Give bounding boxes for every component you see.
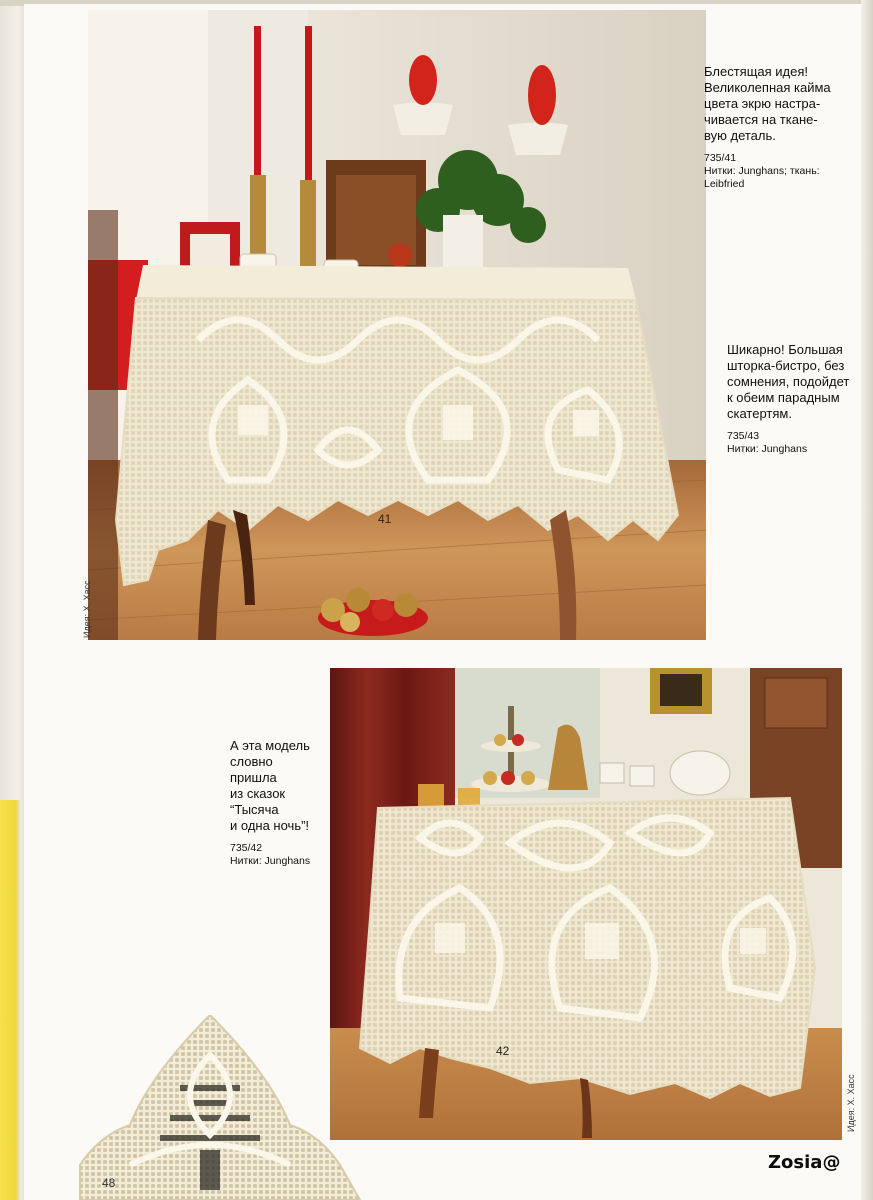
yarn-info: Нитки: Junghans bbox=[230, 855, 311, 867]
lace-detail-illustration bbox=[60, 1015, 380, 1200]
caption-735-41 bbox=[704, 64, 844, 191]
watermark-signature: Zosia@ bbox=[768, 1152, 841, 1173]
figure-number-41: 41 bbox=[378, 512, 392, 526]
photo-tablecloth-42 bbox=[330, 668, 842, 1140]
photo-credit-bottom: Идея: Х. Хасс bbox=[846, 1074, 856, 1132]
photo-tablecloth-41 bbox=[88, 10, 706, 640]
figure-number-42: 42 bbox=[496, 1044, 510, 1058]
photo-41-illustration bbox=[88, 10, 706, 640]
caption-735-42 bbox=[230, 738, 340, 868]
caption-lead-line: цвета экрю настра- bbox=[704, 96, 821, 111]
photo-credit-top: Идея: Х. Хасс bbox=[82, 580, 92, 638]
caption-lead-line: и одна ночь”! bbox=[230, 818, 310, 833]
page-number: 48 bbox=[102, 1176, 116, 1190]
caption-lead-line: чивается на ткане- bbox=[704, 112, 818, 127]
caption-lead-line: Великолепная кайма bbox=[704, 80, 831, 95]
caption-lead-line: Шикарно! Большая bbox=[727, 342, 843, 357]
model-code: 735/41 bbox=[704, 152, 737, 164]
caption-lead-line: пришла bbox=[230, 770, 277, 785]
yarn-info: Нитки: Junghans bbox=[727, 443, 808, 455]
photo-42-illustration bbox=[330, 668, 842, 1140]
caption-lead-line: А эта модель bbox=[230, 738, 310, 753]
page-right-edge bbox=[861, 0, 873, 1200]
caption-lead-line: Блестящая идея! bbox=[704, 64, 808, 79]
caption-735-43 bbox=[727, 342, 857, 456]
caption-lead-line: словно bbox=[230, 754, 273, 769]
model-code: 735/43 bbox=[727, 430, 760, 442]
yellow-page-stripe bbox=[0, 800, 20, 1200]
caption-lead-line: шторка-бистро, без bbox=[727, 358, 845, 373]
caption-lead-line: вую деталь. bbox=[704, 128, 776, 143]
yarn-info: Нитки: Junghans; ткань: bbox=[704, 165, 820, 177]
caption-lead-line: из сказок bbox=[230, 786, 286, 801]
lace-pattern-detail bbox=[60, 1015, 380, 1200]
model-code: 735/42 bbox=[230, 842, 263, 854]
caption-lead-line: скатертям. bbox=[727, 406, 792, 421]
yarn-info: Leibfried bbox=[704, 178, 745, 190]
caption-lead-line: к обеим парадным bbox=[727, 390, 840, 405]
caption-lead-line: сомнения, подойдет bbox=[727, 374, 850, 389]
caption-lead-line: “Тысяча bbox=[230, 802, 279, 817]
